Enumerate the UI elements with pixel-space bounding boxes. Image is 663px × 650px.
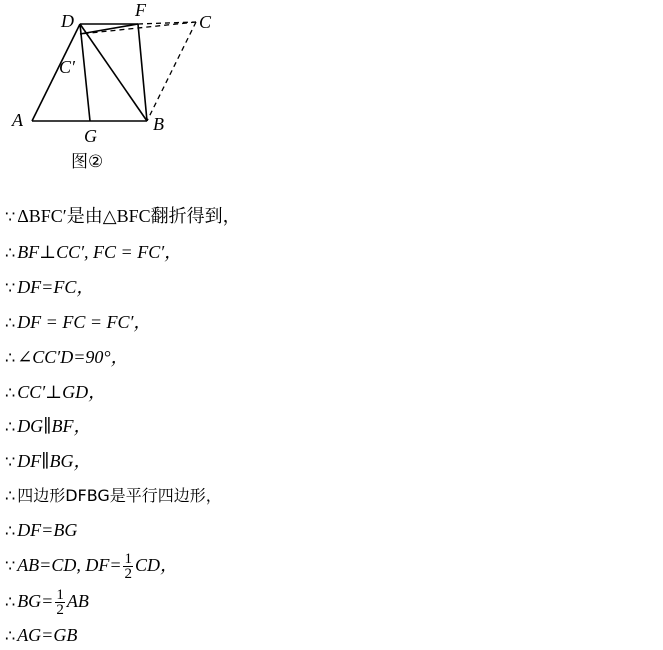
edge-DB [80, 24, 147, 121]
proof-step-7: ∴ DG∥BF， [5, 416, 92, 436]
proof-step-5: ∴ ∠CC′D=90°， [5, 347, 129, 367]
proof-step-8: ∵ DF∥BG， [5, 451, 92, 471]
label-C-prime: C′ [59, 57, 75, 77]
proof-step-12: ∴ BG= $\frac{1}{2}$ AB [5, 587, 89, 619]
label-A: A [12, 110, 23, 130]
edge-CB-dashed [147, 22, 196, 121]
proof-step-10: ∴ DF=BG [5, 520, 78, 540]
label-G: G [84, 126, 97, 146]
fraction-half: $\frac{1}{2}$ [56, 587, 64, 619]
proof-step-9: ∴ 四边形DFBG是平行四边形， [5, 486, 222, 505]
label-B: B [153, 114, 164, 134]
proof-step-11: ∵ AB=CD, DF= $\frac{1}{2}$ CD， [5, 551, 178, 583]
proof-step-6: ∴ CC′⊥GD， [5, 382, 107, 402]
edge-DG [80, 24, 90, 121]
proof-step-2: ∴ BF⊥CC′, FC = FC′， [5, 242, 183, 262]
proof-step-13: ∴ AG=GB [5, 625, 78, 645]
fraction-half: $\frac{1}{2}$ [124, 551, 132, 583]
label-C: C [199, 12, 212, 32]
figure-caption: 图② [71, 152, 104, 172]
edge-FC-dashed [138, 22, 196, 24]
label-D: D [61, 11, 74, 31]
proof-step-3: ∵ DF=FC， [5, 277, 95, 297]
proof-step-4: ∴ DF = FC = FC′， [5, 312, 152, 332]
label-F: F [135, 0, 146, 20]
edge-FB [138, 24, 147, 121]
proof-step-1: ∵ ΔBFC′是由△BFC翻折得到， [5, 206, 241, 226]
geometry-figure [0, 0, 260, 180]
